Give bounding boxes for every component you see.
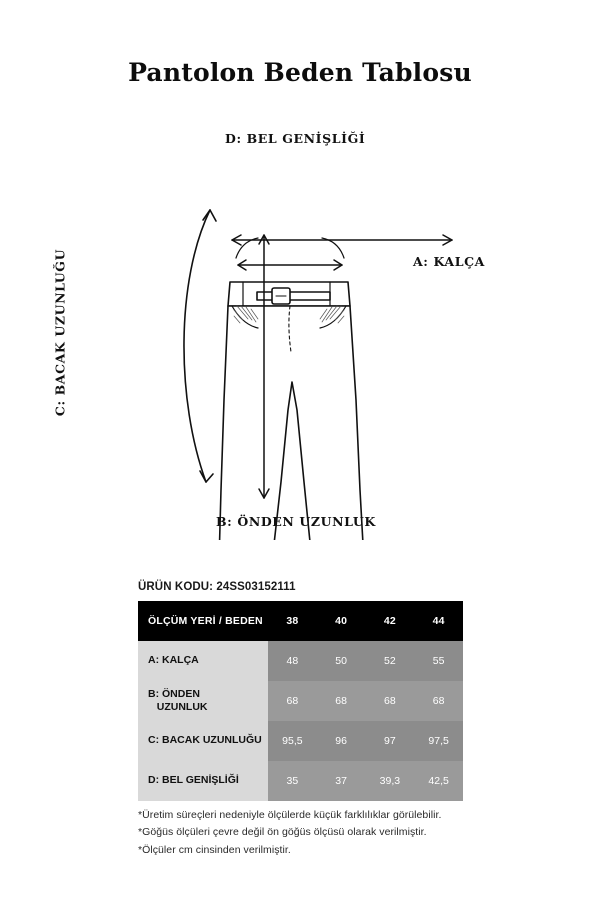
cell-hip-44: 55 — [414, 641, 463, 681]
cell-front-length-44: 68 — [414, 681, 463, 721]
row-label-front-length — [138, 681, 268, 721]
row-label-hip: A: KALÇA — [138, 641, 268, 681]
cell-leg-length-40: 96 — [317, 721, 366, 761]
table-row — [138, 681, 463, 721]
label-waist-width: D: BEL GENİŞLİĞİ — [225, 131, 366, 146]
trousers-illustration — [0, 110, 600, 540]
cell-leg-length-44: 97,5 — [414, 721, 463, 761]
cell-hip-42: 52 — [366, 641, 415, 681]
size-table — [138, 601, 463, 801]
label-front-length: B: ÖNDEN UZUNLUK — [216, 514, 376, 529]
cell-waist-width-44: 42,5 — [414, 761, 463, 801]
cell-leg-length-38: 95,5 — [268, 721, 317, 761]
table-header-row — [138, 601, 463, 641]
label-hip: A: KALÇA — [413, 254, 485, 269]
note-3: *Ölçüler cm cinsinden verilmiştir. — [138, 843, 291, 856]
notes — [138, 807, 538, 859]
label-leg-length: C: BACAK UZUNLUĞU — [52, 248, 68, 417]
page-title: Pantolon Beden Tablosu — [128, 58, 472, 87]
row-label-front-length-line1: B: ÖNDEN — [148, 687, 200, 700]
cell-hip-38: 48 — [268, 641, 317, 681]
row-label-leg-length: C: BACAK UZUNLUĞU — [138, 721, 268, 761]
row-label-waist-width: D: BEL GENİŞLİĞİ — [138, 761, 268, 801]
note-1: *Üretim süreçleri nedeniyle ölçülerde küçük farklılıklar görülebilir. — [138, 809, 442, 821]
cell-front-length-40: 68 — [317, 681, 366, 721]
note-2: *Göğüs ölçüleri çevre değil ön göğüs ölçüsü olarak verilmiştir. — [138, 826, 427, 839]
cell-hip-40: 50 — [317, 641, 366, 681]
cell-waist-width-42: 39,3 — [366, 761, 415, 801]
table-header-size-44: 44 — [414, 601, 463, 641]
cell-front-length-38: 68 — [268, 681, 317, 721]
table-header-size-42: 42 — [366, 601, 415, 641]
table-header-measurement: ÖLÇÜM YERİ / BEDEN — [138, 601, 268, 641]
table-header-size-38: 38 — [268, 601, 317, 641]
row-label-front-length-line2: UZUNLUK — [156, 701, 208, 713]
table-row — [138, 721, 463, 761]
table-row — [138, 641, 463, 681]
table-header-size-40: 40 — [317, 601, 366, 641]
table-row — [138, 761, 463, 801]
cell-waist-width-38: 35 — [268, 761, 317, 801]
cell-front-length-42: 68 — [366, 681, 415, 721]
cell-waist-width-40: 37 — [317, 761, 366, 801]
trousers-diagram — [0, 110, 600, 540]
cell-leg-length-42: 97 — [366, 721, 415, 761]
product-code: ÜRÜN KODU: 24SS03152111 — [138, 581, 296, 593]
